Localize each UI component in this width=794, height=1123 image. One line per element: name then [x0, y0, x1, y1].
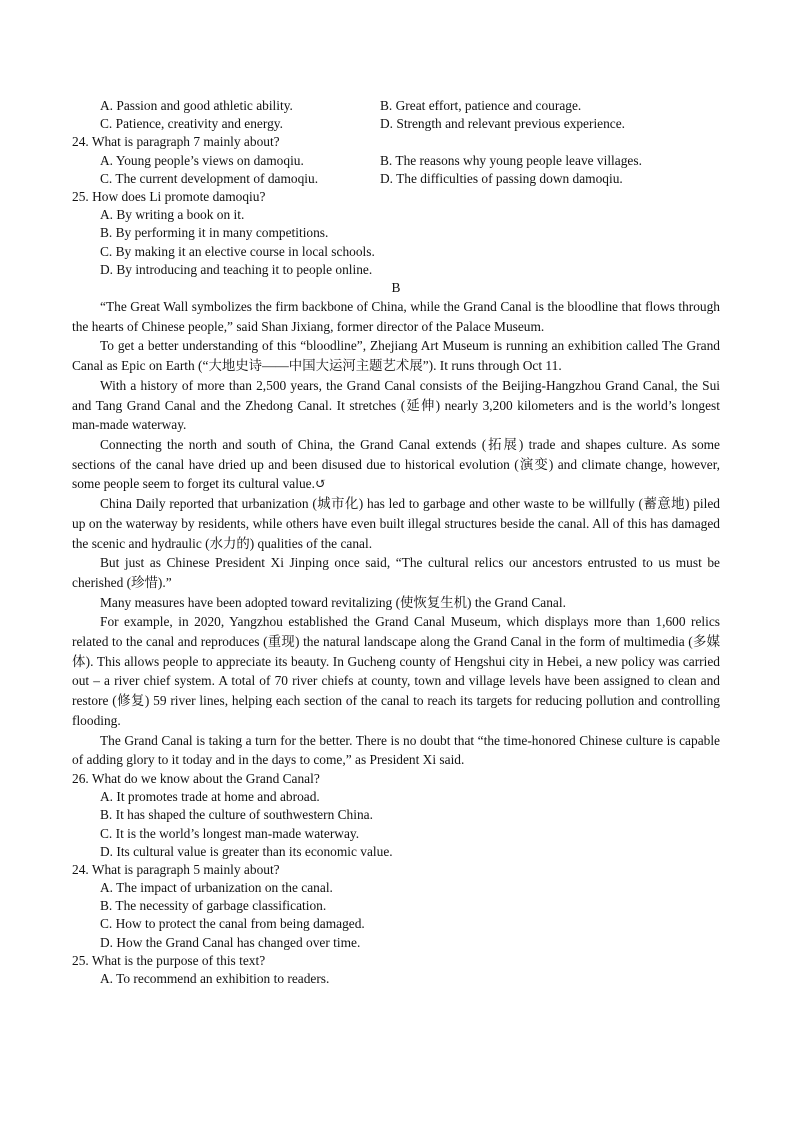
option-b: B. By performing it in many competitions. — [100, 225, 329, 241]
option-b: B. It has shaped the culture of southwestern China. — [100, 807, 373, 823]
section-label: B — [391, 279, 401, 295]
passage-paragraph-2: To get a better understanding of this “bloodline”, Zhejiang Art Museum is running an exhibition called The Grand Canal as Epic on Earth (“大地史诗——中国大运河主题艺术展”). It runs through Oct 11. — [72, 338, 720, 374]
option-a: A. By writing a book on it. — [100, 207, 245, 223]
passage — [72, 297, 720, 770]
option-c: C. Patience, creativity and energy. — [100, 116, 283, 132]
passage-paragraph-7: Many measures have been adopted toward revitalizing (使恢复生机) the Grand Canal. — [100, 594, 566, 610]
option-c: C. It is the world’s longest man-made waterway. — [100, 825, 360, 841]
passage-paragraph-5: China Daily reported that urbanization (城市化) has led to garbage and other waste to be willfully (蓄意地) piled up on the waterway by residents, while others have even built illegal structures beside the canal. All of this has damaged the scenic and hydraulic (水力的) qualities of the canal. — [72, 496, 720, 551]
passage-paragraph-8: For example, in 2020, Yangzhou established the Grand Canal Museum, which displays more than 1,600 relics related to the canal and reproduces (重现) the natural landscape along the Grand Canal in the form of multimedia (多媒体). This allows people to appreciate its beauty. In Gucheng county of Hengshui city in Hebei, a new policy was carried out – a river chief system. A total of 70 river chiefs at county, town and village levels have been assigned to clean and restore (修复) 59 river lines, helping each section of the canal to reach its targets for reducing pollution and controlling flooding. — [72, 614, 720, 728]
question-24-options-row-1 — [72, 152, 720, 170]
option-c: C. By making it an elective course in local schools. — [100, 243, 375, 259]
option-b: B. The necessity of garbage classification. — [100, 898, 327, 914]
option-a: A. Young people’s views on damoqiu. — [100, 152, 304, 168]
option-a: A. Passion and good athletic ability. — [100, 98, 293, 113]
passage-paragraph-1: “The Great Wall symbolizes the firm backbone of China, while the Grand Canal is the bloodline that flows through the hearts of Chinese people,” said Shan Jixiang, former director of the Palace Museum. — [72, 299, 720, 334]
passage-paragraph-6: But just as Chinese President Xi Jinping once said, “The cultural relics our ancestors entrusted to us must be cherished (珍惜).” — [72, 555, 720, 590]
question-24-options-row-2 — [72, 170, 720, 188]
option-d: D. The difficulties of passing down damoqiu. — [380, 170, 623, 186]
question-25b-stem: 25. What is the purpose of this text? — [72, 952, 266, 968]
option-b: B. The reasons why young people leave villages. — [380, 152, 642, 168]
question-24-stem: 24. What is paragraph 7 mainly about? — [72, 134, 280, 150]
passage-paragraph-9: The Grand Canal is taking a turn for the better. There is no doubt that “the time-honored Chinese culture is capable of adding glory to it today and in the days to come,” as President Xi said. — [72, 732, 720, 768]
question-26-stem: 26. What do we know about the Grand Canal? — [72, 770, 320, 786]
passage-paragraph-4: Connecting the north and south of China, the Grand Canal extends (拓展) trade and shapes culture. As some sections of the canal have dried up and been disused due to historical evolution (演变) and climate change, however, some people seem to forget its cultural value.↺ — [72, 436, 720, 492]
question-24b-stem: 24. What is paragraph 5 mainly about? — [72, 861, 280, 877]
option-a: A. To recommend an exhibition to readers. — [100, 971, 330, 986]
option-a: A. The impact of urbanization on the canal. — [100, 880, 333, 896]
exam-page — [72, 97, 720, 988]
option-d: D. By introducing and teaching it to people online. — [100, 261, 373, 277]
passage-paragraph-3: With a history of more than 2,500 years, the Grand Canal consists of the Beijing-Hangzhou Grand Canal, the Sui and Tang Grand Canal and the Zhedong Canal. It stretches (延伸) nearly 3,200 kilometers and is the world’s longest man-made waterway. — [72, 377, 720, 433]
option-d: D. How the Grand Canal has changed over time. — [100, 934, 361, 950]
option-d: D. Its cultural value is greater than its economic value. — [100, 843, 393, 859]
option-c: C. The current development of damoqiu. — [100, 170, 319, 186]
option-d: D. Strength and relevant previous experience. — [380, 116, 626, 132]
option-b: B. Great effort, patience and courage. — [380, 98, 582, 113]
option-c: C. How to protect the canal from being damaged. — [100, 916, 365, 932]
question-23-options-row-1 — [72, 97, 720, 115]
question-25-stem: 25. How does Li promote damoqiu? — [72, 188, 266, 204]
option-a: A. It promotes trade at home and abroad. — [100, 789, 320, 805]
question-23-options-row-2 — [72, 115, 720, 133]
